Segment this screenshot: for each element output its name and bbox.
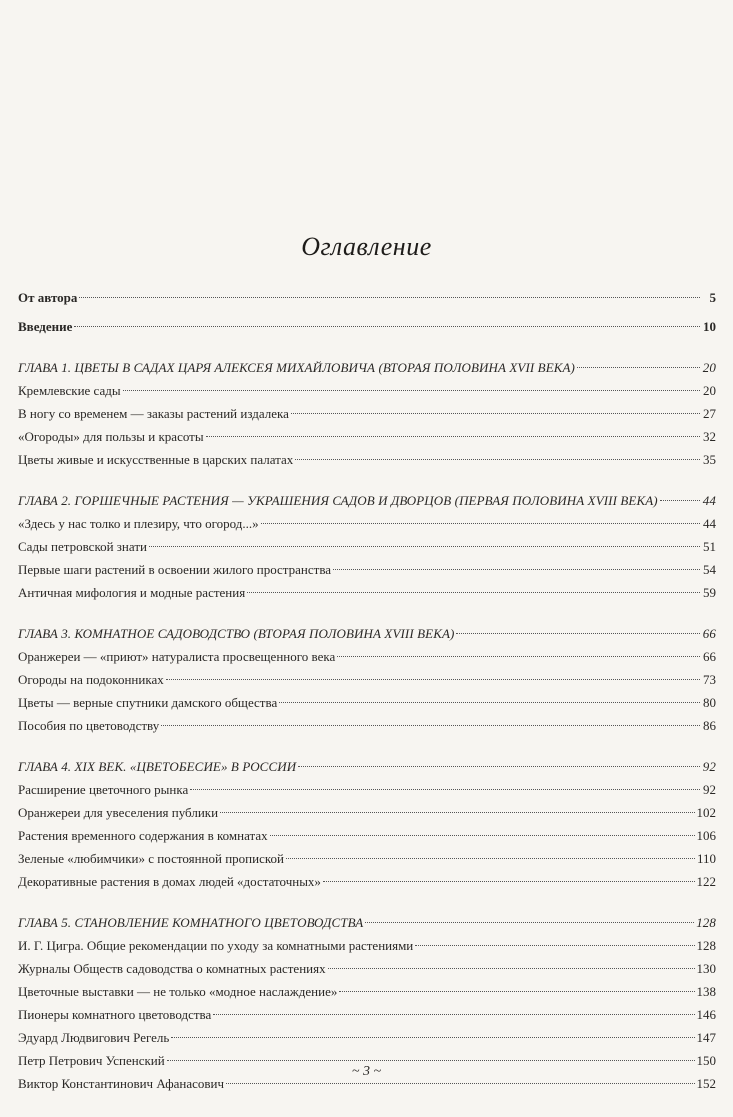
toc-chapter-heading [18, 356, 716, 379]
toc-chapter-heading [18, 489, 716, 512]
toc-section [18, 801, 716, 824]
toc-section [18, 1003, 716, 1026]
chapter-page: 66 [702, 626, 716, 641]
section-page: 152 [696, 1076, 716, 1091]
toc-entry-title: Введение [18, 319, 73, 334]
toc-section [18, 691, 716, 714]
chapter-page: 44 [702, 493, 716, 508]
section-page: 130 [696, 961, 716, 976]
toc-section [18, 512, 716, 535]
dot-leader [660, 499, 700, 501]
section-page: 27 [703, 406, 716, 421]
dot-leader [167, 1059, 695, 1061]
section-title: Пособия по цветоводству [18, 718, 160, 733]
chapter-page: 20 [702, 360, 716, 375]
section-page: 102 [696, 805, 716, 820]
section-page: 138 [696, 984, 716, 999]
toc-section [18, 934, 716, 957]
section-title: Растения временного содержания в комнатах [18, 828, 268, 843]
section-page: 51 [703, 539, 716, 554]
toc-section [18, 870, 716, 893]
toc-section [18, 847, 716, 870]
toc-section [18, 535, 716, 558]
section-title: Кремлевские сады [18, 383, 121, 398]
dot-leader [226, 1082, 694, 1084]
page-title: Оглавление [301, 232, 432, 261]
toc-section [18, 1026, 716, 1049]
toc-section [18, 714, 716, 737]
toc-chapter-heading [18, 755, 716, 778]
section-page: 128 [696, 938, 716, 953]
toc-chapter-heading [18, 911, 716, 934]
toc-section [18, 402, 716, 425]
section-title: Античная мифология и модные растения [18, 585, 246, 600]
section-title: Цветы — верные спутники дамского общества [18, 695, 278, 710]
section-title: Огороды на подоконниках [18, 672, 164, 687]
dot-leader [279, 701, 700, 703]
dot-leader [323, 880, 695, 882]
toc-chapter-heading [18, 622, 716, 645]
dot-leader [171, 1036, 694, 1038]
dot-leader [295, 458, 700, 460]
section-page: 110 [696, 851, 716, 866]
section-title: Виктор Константинович Афанасович [18, 1076, 225, 1091]
section-page: 86 [703, 718, 716, 733]
toc-section [18, 645, 716, 668]
page-number: ~ 3 ~ [351, 1064, 382, 1079]
toc-entry-page: 5 [709, 290, 716, 305]
chapter-title: ГЛАВА 4. XIX ВЕК. «ЦВЕТОБЕСИЕ» В РОССИИ [18, 759, 297, 774]
dot-leader [206, 435, 700, 437]
toc-section [18, 778, 716, 801]
dot-leader [415, 944, 694, 946]
section-page: 59 [703, 585, 716, 600]
section-title: Декоративные растения в домах людей «достаточных» [18, 874, 321, 889]
chapter-title: ГЛАВА 5. СТАНОВЛЕНИЕ КОМНАТНОГО ЦВЕТОВОДСТВА [18, 915, 364, 930]
dot-leader [166, 678, 700, 680]
toc-entry-introduction [18, 315, 716, 338]
section-page: 73 [703, 672, 716, 687]
chapter-page: 128 [696, 915, 716, 930]
toc-entry-author-foreword [18, 286, 716, 309]
toc-section [18, 668, 716, 691]
dot-leader [149, 545, 700, 547]
section-title: Цветы живые и искусственные в царских палатах [18, 452, 294, 467]
section-page: 66 [703, 649, 716, 664]
toc-section [18, 379, 716, 402]
table-of-contents [18, 286, 716, 1095]
dot-leader [161, 724, 700, 726]
dot-leader [261, 522, 700, 524]
section-page: 92 [703, 782, 716, 797]
dot-leader [74, 325, 700, 327]
section-title: Петр Петрович Успенский [18, 1053, 165, 1068]
chapter-title: ГЛАВА 3. КОМНАТНОЕ САДОВОДСТВО (ВТОРАЯ ПОЛОВИНА XVIII ВЕКА) [18, 626, 455, 641]
section-title: Оранжереи для увеселения публики [18, 805, 219, 820]
section-page: 54 [703, 562, 716, 577]
dot-leader [328, 967, 695, 969]
dot-leader [270, 834, 695, 836]
dot-leader [123, 389, 700, 391]
section-title: Эдуард Людвигович Регель [18, 1030, 170, 1045]
section-page: 122 [696, 874, 716, 889]
section-page: 150 [696, 1053, 716, 1068]
dot-leader [577, 366, 700, 368]
dot-leader [220, 811, 694, 813]
section-title: Журналы Обществ садоводства о комнатных растениях [18, 961, 326, 976]
section-title: Зеленые «любимчики» с постоянной пропиской [18, 851, 284, 866]
dot-leader [291, 412, 700, 414]
dot-leader [213, 1013, 694, 1015]
toc-entry-page: 10 [703, 319, 716, 334]
dot-leader [339, 990, 694, 992]
section-page: 147 [696, 1030, 716, 1045]
dot-leader [286, 857, 695, 859]
toc-section [18, 957, 716, 980]
section-title: Первые шаги растений в освоении жилого пространства [18, 562, 332, 577]
dot-leader [190, 788, 700, 790]
toc-section [18, 425, 716, 448]
toc-section [18, 824, 716, 847]
chapter-page: 92 [702, 759, 716, 774]
dot-leader [337, 655, 700, 657]
chapter-title: ГЛАВА 1. ЦВЕТЫ В САДАХ ЦАРЯ АЛЕКСЕЯ МИХАЙЛОВИЧА (ВТОРАЯ ПОЛОВИНА XVII ВЕКА) [18, 360, 575, 375]
section-page: 80 [703, 695, 716, 710]
dot-leader [298, 765, 700, 767]
dot-leader [79, 296, 700, 298]
section-title: В ногу со временем — заказы растений издалека [18, 406, 289, 421]
toc-entry-title: От автора [18, 290, 78, 305]
section-page: 106 [696, 828, 716, 843]
section-title: «Огороды» для пользы и красоты [18, 429, 204, 444]
toc-section [18, 980, 716, 1003]
section-title: Сады петровской знати [18, 539, 147, 554]
section-page: 20 [703, 383, 716, 398]
section-title: Пионеры комнатного цветоводства [18, 1007, 212, 1022]
section-title: Расширение цветочного рынка [18, 782, 189, 797]
chapter-title: ГЛАВА 2. ГОРШЕЧНЫЕ РАСТЕНИЯ — УКРАШЕНИЯ САДОВ И ДВОРЦОВ (ПЕРВАЯ ПОЛОВИНА XVIII ВЕКА) [18, 493, 658, 508]
section-page: 35 [703, 452, 716, 467]
toc-section [18, 448, 716, 471]
section-page: 146 [696, 1007, 716, 1022]
dot-leader [365, 921, 694, 923]
section-title: Оранжереи — «приют» натуралиста просвещенного века [18, 649, 336, 664]
section-page: 32 [703, 429, 716, 444]
section-page: 44 [703, 516, 716, 531]
section-title: «Здесь у нас толко и плезиру, что огород...» [18, 516, 259, 531]
section-title: Цветочные выставки — не только «модное наслаждение» [18, 984, 338, 999]
toc-section [18, 581, 716, 604]
toc-section [18, 558, 716, 581]
dot-leader [456, 632, 700, 634]
dot-leader [247, 591, 700, 593]
dot-leader [333, 568, 700, 570]
section-title: И. Г. Цигра. Общие рекомендации по уходу за комнатными растениями [18, 938, 414, 953]
